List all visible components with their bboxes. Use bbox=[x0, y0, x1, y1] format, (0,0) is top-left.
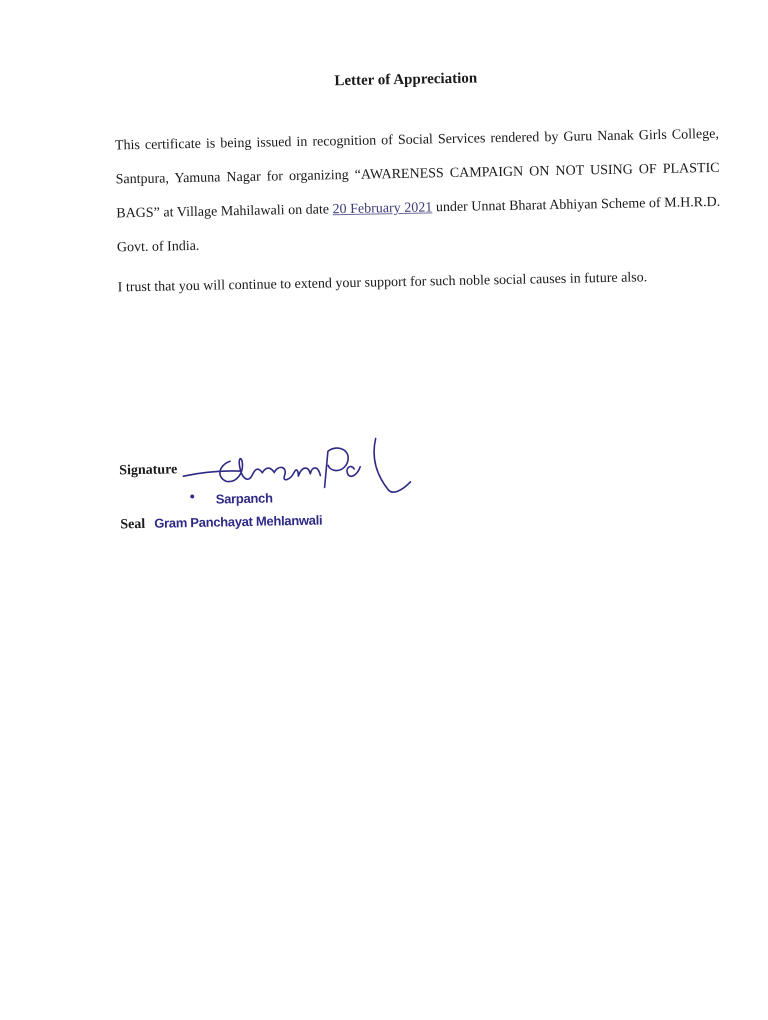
seal-label: Seal bbox=[120, 516, 146, 533]
stamp-dot: • bbox=[189, 487, 195, 505]
closing-paragraph: I trust that you will continue to extend your support for such noble social causes in future also. bbox=[117, 270, 648, 296]
body-text-part1: This certificate is being issued in recognition of Social Services rendered by Guru Nanak Girls College, Santpura, Yamuna Nagar for organizing “AWARENESS CAMPAIGN ON NOT USING OF PLASTIC BAGS” at Village Mahilawali on date bbox=[114, 126, 720, 222]
letter-body-paragraph bbox=[115, 118, 721, 266]
stamp-gram-panchayat: Gram Panchayat Mehlanwali bbox=[154, 512, 323, 531]
letter-title: Letter of Appreciation bbox=[334, 70, 478, 90]
body-text-part2: under Unnat Bharat Abhiyan Scheme of M.H.R.D. Govt. of India. bbox=[116, 194, 721, 256]
event-date: 20 February 2021 bbox=[332, 200, 433, 218]
stamp-sarpanch: Sarpanch bbox=[215, 490, 273, 507]
signature-label: Signature bbox=[119, 462, 178, 479]
handwritten-signature bbox=[177, 428, 423, 508]
